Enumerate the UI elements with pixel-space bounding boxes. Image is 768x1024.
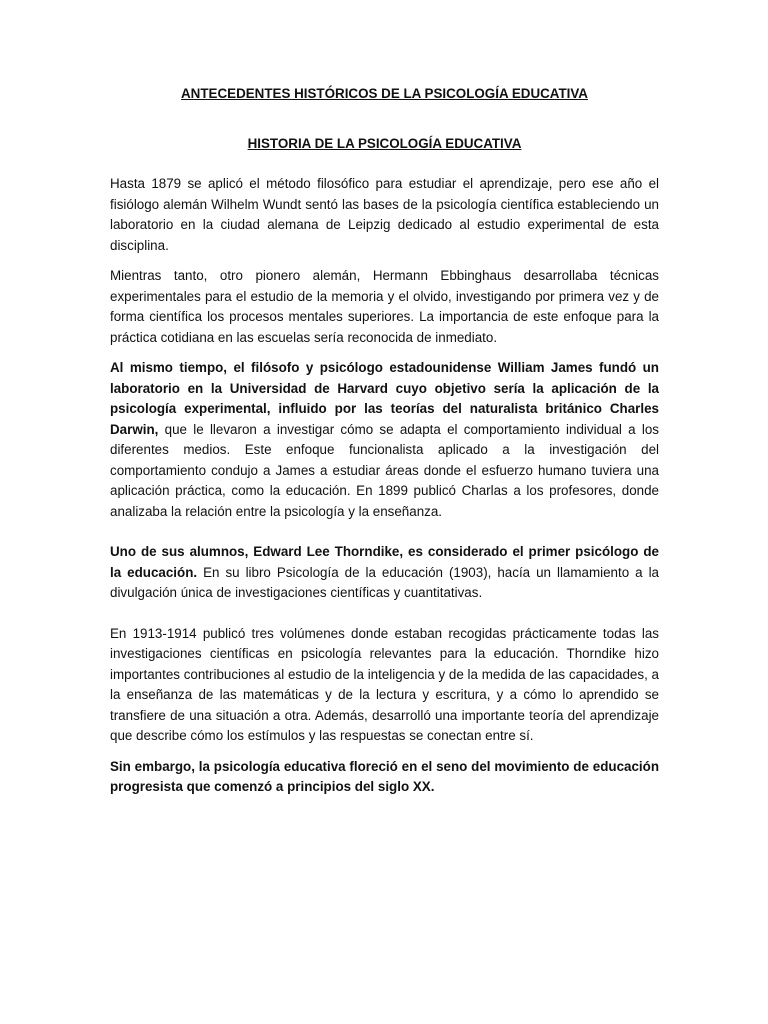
paragraph-progressive — [110, 757, 659, 798]
document-subtitle: HISTORIA DE LA PSICOLOGÍA EDUCATIVA — [247, 136, 522, 151]
paragraph-bold-text: Sin embargo, la psicología educativa floreció en el seno del movimiento de educación progresista que comenzó a principios del siglo XX. — [110, 758, 659, 794]
paragraph-volumes — [110, 624, 659, 747]
paragraph-thorndike — [110, 542, 659, 604]
document-title: ANTECEDENTES HISTÓRICOS DE LA PSICOLOGÍA EDUCATIVA — [181, 86, 588, 101]
paragraph-wundt — [110, 174, 659, 256]
paragraph-text: que le llevaron a investigar cómo se adapta el comportamiento individual a los diferentes medios. Este enfoque funcionalista aplicado a la investigación del comportamiento condujo a James a estudiar áreas donde el esfuerzo humano tuviera una aplicación práctica, como la educación. En 1899 publicó Charlas a los profesores, donde analizaba la relación entre la psicología y la enseñanza. — [110, 421, 659, 519]
paragraph-james — [110, 358, 659, 522]
paragraph-ebbinghaus — [110, 266, 659, 348]
paragraph-bold-text: Al mismo tiempo, el filósofo y psicólogo estadounidense William James fundó un laboratorio en la Universidad de Harvard cuyo objetivo sería la aplicación de la psicología experimental, influido por las teorías del naturalista británico Charles Darwin, — [110, 360, 659, 437]
paragraph-bold-text: Uno de sus alumnos, Edward Lee Thorndike, es considerado el primer psicólogo de la educación. — [110, 544, 659, 580]
paragraph-text: Hasta 1879 se aplicó el método filosófico para estudiar el aprendizaje, pero ese año el fisiólogo alemán Wilhelm Wundt sentó las bases de la psicología científica estableciendo un laboratorio en la ciudad alemana de Leipzig dedicado al estudio experimental de esta disciplina. — [110, 176, 659, 253]
paragraph-text: En 1913-1914 publicó tres volúmenes donde estaban recogidas prácticamente todas las investigaciones científicas en psicología relevantes para la educación. Thorndike hizo importantes contribuciones al estudio de la inteligencia y de la medida de las capacidades, a la enseñanza de las matemáticas y de la lectura y escritura, y a cómo lo aprendido se transfiere de una situación a otra. Además, desarrolló una importante teoría del aprendizaje que describe cómo los estímulos y las respuestas se conectan entre sí. — [110, 625, 659, 743]
document-body — [110, 84, 659, 798]
paragraph-text: Mientras tanto, otro pionero alemán, Hermann Ebbinghaus desarrollaba técnicas experimentales para el estudio de la memoria y el olvido, investigando por primera vez y de forma científica los procesos mentales superiores. La importancia de este enfoque para la práctica cotidiana en las escuelas sería reconocida de inmediato. — [110, 268, 659, 345]
paragraph-text: En su libro Psicología de la educación (1903), hacía un llamamiento a la divulgación única de investigaciones científicas y cuantitativas. — [110, 564, 659, 600]
